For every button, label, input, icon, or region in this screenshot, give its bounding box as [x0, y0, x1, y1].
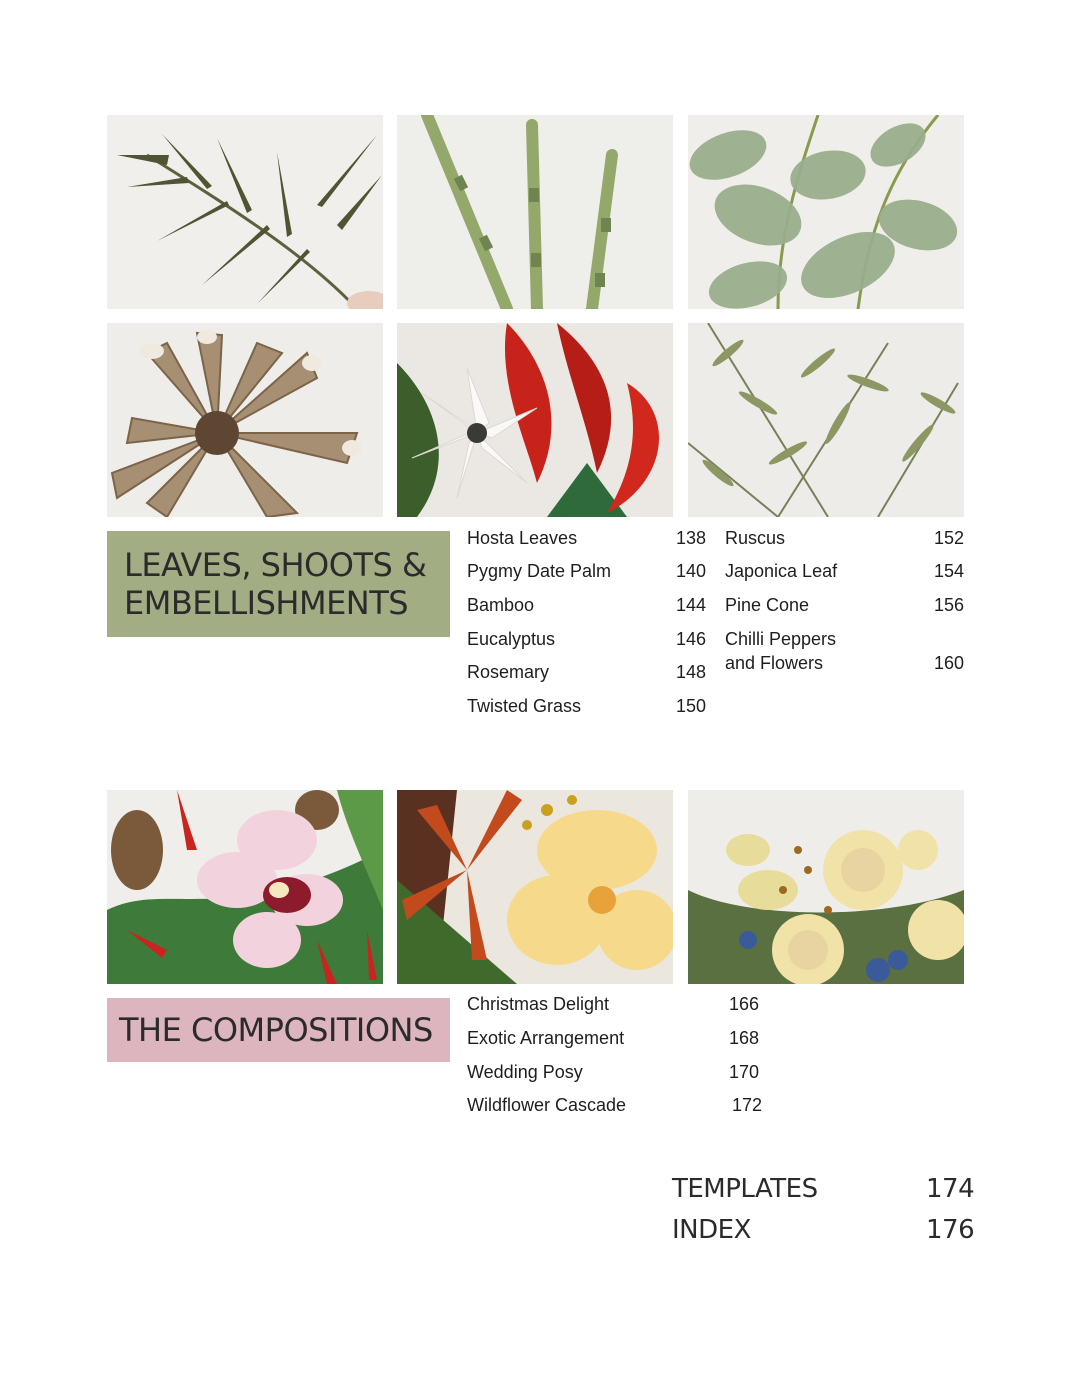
toc-entry-page: 170 — [729, 1062, 760, 1082]
toc-entry-title: Bamboo — [467, 595, 535, 615]
toc-entry-page: 176 — [926, 1215, 975, 1245]
toc-entry-chilli-peppers[interactable] — [725, 629, 965, 677]
section-title-line-1: LEAVES, SHOOTS & — [124, 545, 427, 584]
toc-entry-templates[interactable] — [672, 1174, 975, 1208]
back-matter-toc — [672, 1174, 975, 1264]
section-title-leaves-shoots-embellishments — [107, 531, 450, 637]
toc-entry-title: Japonica Leaf — [725, 561, 838, 581]
toc-entry-page: 156 — [934, 595, 965, 615]
toc-entry-title: Pygmy Date Palm — [467, 561, 612, 581]
toc-entry-page: 138 — [676, 528, 707, 548]
toc-entry-title-line-1: Chilli Peppers — [725, 629, 837, 649]
exotic-arrangement-photo — [397, 790, 673, 984]
toc-entry-title: Eucalyptus — [467, 629, 556, 649]
toc-entry-title: INDEX — [672, 1215, 751, 1245]
toc-entry-title: Hosta Leaves — [467, 528, 578, 548]
toc-entry-page: 154 — [934, 561, 965, 581]
wedding-posy-photo — [688, 790, 964, 984]
toc-entry-title: Wildflower Cascade — [467, 1095, 627, 1115]
toc-entry-page: 166 — [729, 994, 760, 1014]
toc-entry-page: 148 — [676, 662, 707, 682]
toc-entry-page: 144 — [676, 595, 707, 615]
section-title-line-2: EMBELLISHMENTS — [124, 584, 409, 622]
toc-entry-title-line-2: and Flowers — [725, 653, 824, 673]
toc-entry-page: 168 — [729, 1028, 760, 1048]
toc-entry-title: Rosemary — [467, 662, 550, 682]
bamboo-photo — [397, 115, 673, 309]
toc-entry-title: Christmas Delight — [467, 994, 610, 1014]
toc-entry-title: Twisted Grass — [467, 696, 582, 716]
section-title: THE COMPOSITIONS — [119, 1010, 433, 1049]
pygmy-date-palm-photo — [107, 115, 383, 309]
section-title-compositions — [107, 998, 450, 1062]
eucalyptus-photo — [688, 115, 964, 309]
toc-entry-page: 160 — [934, 653, 965, 673]
toc-entry-page: 140 — [676, 561, 707, 581]
toc-entry-title: Pine Cone — [725, 595, 810, 615]
christmas-delight-photo — [107, 790, 383, 984]
toc-entry-page: 174 — [926, 1174, 975, 1204]
toc-entry-page: 146 — [676, 629, 707, 649]
toc-entry-page: 172 — [732, 1095, 763, 1115]
toc-entry-title: Exotic Arrangement — [467, 1028, 625, 1048]
chilli-peppers-photo — [397, 323, 673, 517]
toc-entry-page: 150 — [676, 696, 707, 716]
toc-entry-title: Ruscus — [725, 528, 786, 548]
toc-entry-title: TEMPLATES — [672, 1174, 818, 1204]
toc-entry-title: Wedding Posy — [467, 1062, 583, 1082]
toc-entry-index[interactable] — [672, 1215, 975, 1249]
toc-entry-page: 152 — [934, 528, 965, 548]
rosemary-photo — [688, 323, 964, 517]
pine-cone-photo — [107, 323, 383, 517]
